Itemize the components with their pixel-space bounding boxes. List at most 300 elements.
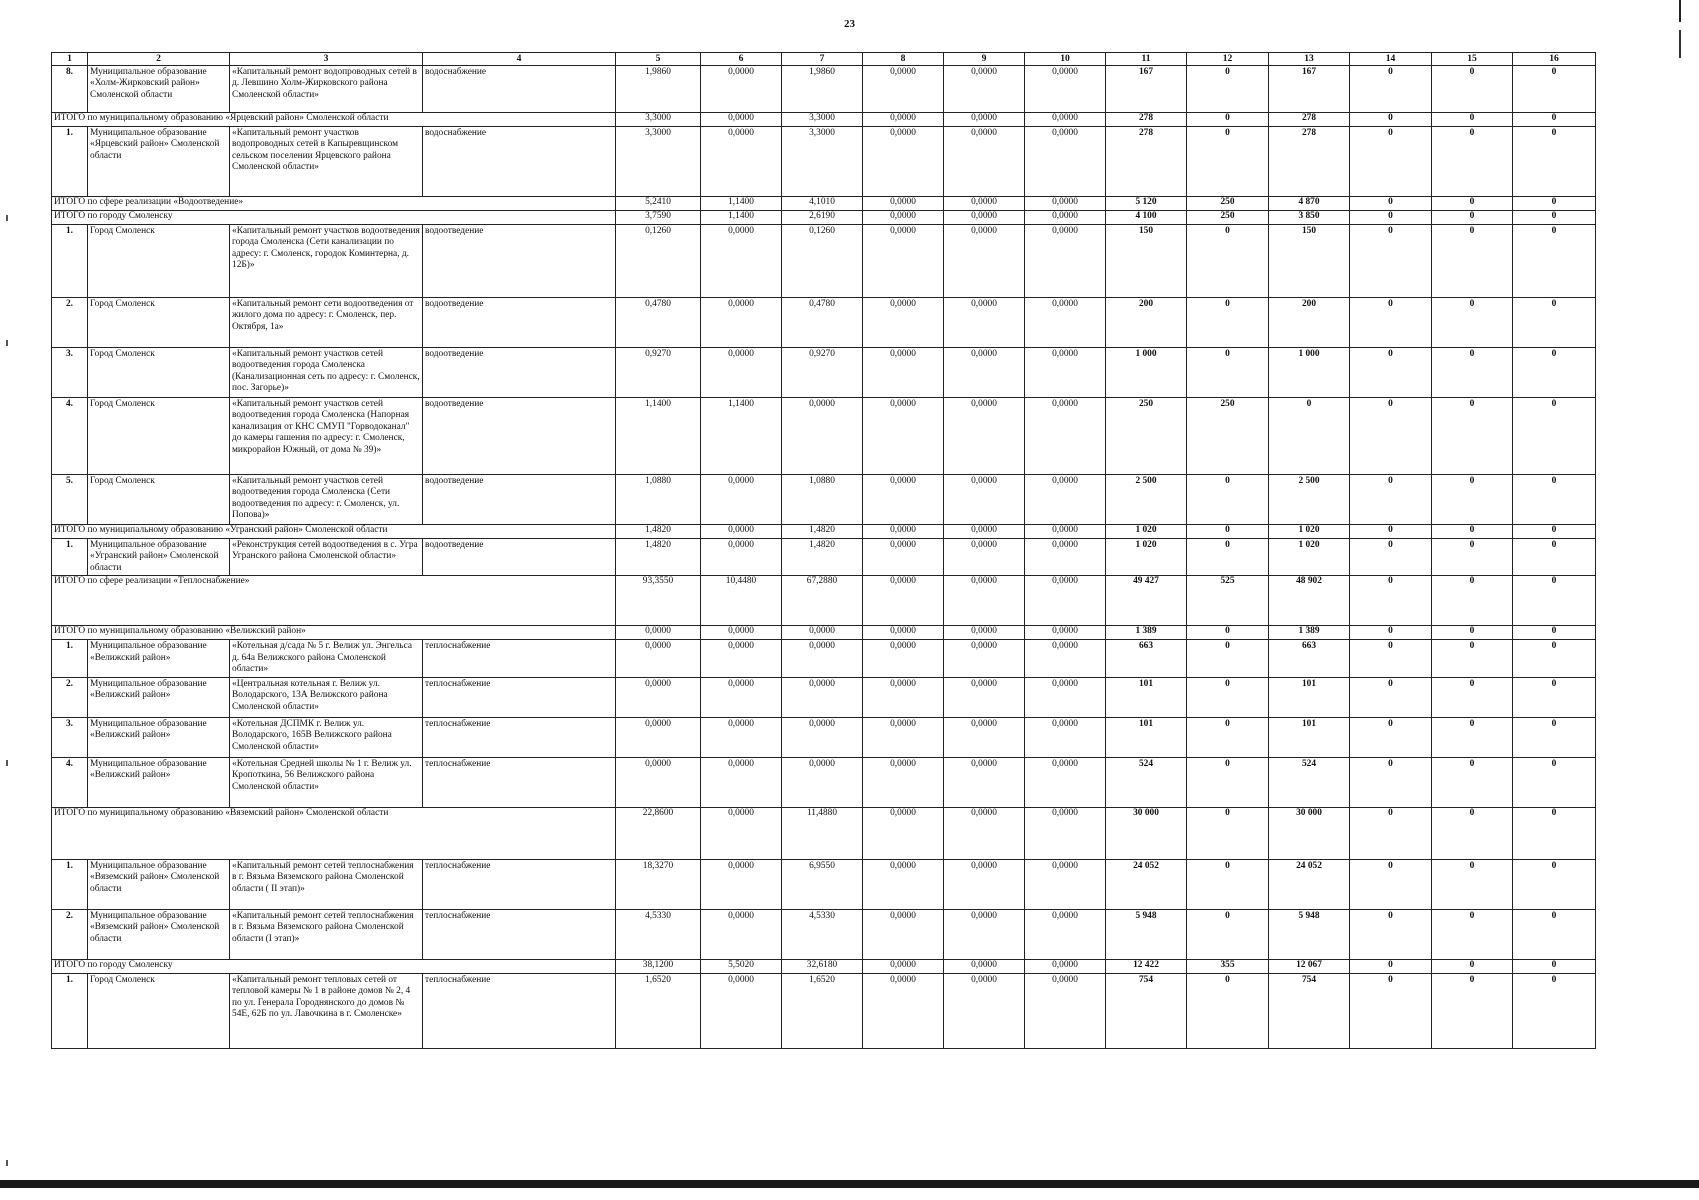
value-cell: 0,0000 — [863, 475, 944, 525]
value-cell: 0,0000 — [944, 640, 1025, 677]
value-cell: 0 — [1513, 539, 1596, 576]
value-cell: 0 — [1513, 66, 1596, 113]
value-cell: 0 — [1350, 717, 1432, 757]
value-cell: 0 — [1432, 807, 1513, 859]
value-cell: 0 — [1513, 348, 1596, 398]
value-cell: 3,3000 — [782, 127, 863, 197]
value-cell: 0 — [1187, 973, 1269, 1048]
table-row — [52, 225, 1596, 298]
value-cell: 0 — [1513, 859, 1596, 909]
row-number: 1. — [52, 539, 88, 576]
value-cell: 0 — [1513, 640, 1596, 677]
value-cell: 0 — [1513, 717, 1596, 757]
row-number: 8. — [52, 66, 88, 113]
value-cell: 0 — [1187, 640, 1269, 677]
value-cell: 0 — [1432, 66, 1513, 113]
object-cell: «Капитальный ремонт сетей теплоснабжения в г. Вязьма Вяземского района Смоленской области ( II этап)» — [230, 859, 423, 909]
category-cell: водоотведение — [423, 398, 616, 475]
value-cell: 0,0000 — [863, 398, 944, 475]
value-cell: 0 — [1350, 909, 1432, 959]
value-cell: 49 427 — [1106, 576, 1187, 626]
object-cell: «Котельная ДСПМК г. Велиж ул. Володарского, 165В Велижского района Смоленской области» — [230, 717, 423, 757]
value-cell: 30 000 — [1106, 807, 1187, 859]
municipality-cell: Город Смоленск — [88, 973, 230, 1048]
value-cell: 200 — [1269, 298, 1350, 348]
value-cell: 0 — [1432, 576, 1513, 626]
total-label: ИТОГО по городу Смоленску — [52, 959, 616, 973]
value-cell: 0 — [1350, 398, 1432, 475]
municipality-cell: Муниципальное образование «Вяземский район» Смоленской области — [88, 859, 230, 909]
value-cell: 278 — [1106, 113, 1187, 127]
value-cell: 4,5330 — [782, 909, 863, 959]
value-cell: 48 902 — [1269, 576, 1350, 626]
value-cell: 0,0000 — [701, 539, 782, 576]
value-cell: 5,2410 — [616, 197, 701, 211]
value-cell: 0,0000 — [863, 973, 944, 1048]
value-cell: 0,0000 — [1025, 539, 1106, 576]
value-cell: 0,0000 — [701, 298, 782, 348]
value-cell: 0,0000 — [616, 626, 701, 640]
value-cell: 0,0000 — [701, 973, 782, 1048]
value-cell: 200 — [1106, 298, 1187, 348]
value-cell: 0 — [1187, 859, 1269, 909]
value-cell: 0,0000 — [863, 859, 944, 909]
municipality-cell: Город Смоленск — [88, 398, 230, 475]
table-row — [52, 677, 1596, 717]
value-cell: 0,0000 — [1025, 757, 1106, 807]
value-cell: 0 — [1350, 66, 1432, 113]
scan-dot — [6, 215, 8, 221]
value-cell: 0,0000 — [863, 959, 944, 973]
value-cell: 0 — [1187, 525, 1269, 539]
value-cell: 1,1400 — [616, 398, 701, 475]
value-cell: 0 — [1513, 197, 1596, 211]
value-cell: 0 — [1513, 959, 1596, 973]
value-cell: 0,0000 — [1025, 717, 1106, 757]
value-cell: 5 948 — [1106, 909, 1187, 959]
row-number: 4. — [52, 398, 88, 475]
value-cell: 0 — [1432, 717, 1513, 757]
value-cell: 0,0000 — [863, 127, 944, 197]
value-cell: 0,0000 — [701, 66, 782, 113]
value-cell: 1,1400 — [701, 197, 782, 211]
value-cell: 278 — [1269, 127, 1350, 197]
value-cell: 0,0000 — [1025, 576, 1106, 626]
table-row — [52, 348, 1596, 398]
value-cell: 3,7590 — [616, 211, 701, 225]
page-number: 23 — [844, 18, 855, 30]
total-row — [52, 211, 1596, 225]
table-row — [52, 640, 1596, 677]
value-cell: 0 — [1350, 640, 1432, 677]
value-cell: 0,0000 — [782, 677, 863, 717]
value-cell: 0,0000 — [863, 525, 944, 539]
value-cell: 1 000 — [1269, 348, 1350, 398]
value-cell: 0 — [1187, 807, 1269, 859]
value-cell: 4,5330 — [616, 909, 701, 959]
object-cell: «Капитальный ремонт водопроводных сетей в д. Левшино Холм-Жирковского района Смоленской области» — [230, 66, 423, 113]
row-number: 1. — [52, 859, 88, 909]
value-cell: 250 — [1187, 197, 1269, 211]
value-cell: 1,9860 — [782, 66, 863, 113]
value-cell: 0 — [1187, 348, 1269, 398]
value-cell: 0,0000 — [616, 640, 701, 677]
value-cell: 663 — [1269, 640, 1350, 677]
value-cell: 0 — [1350, 807, 1432, 859]
value-cell: 0,0000 — [1025, 677, 1106, 717]
column-number: 15 — [1432, 53, 1513, 66]
total-label: ИТОГО по сфере реализации «Теплоснабжение» — [52, 576, 616, 626]
value-cell: 0 — [1432, 640, 1513, 677]
value-cell: 22,8600 — [616, 807, 701, 859]
value-cell: 0,0000 — [944, 113, 1025, 127]
value-cell: 0,0000 — [944, 909, 1025, 959]
value-cell: 4,1010 — [782, 197, 863, 211]
value-cell: 4 100 — [1106, 211, 1187, 225]
value-cell: 0 — [1432, 525, 1513, 539]
object-cell: «Капитальный ремонт сетей теплоснабжения в г. Вязьма Вяземского района Смоленской области (I этап)» — [230, 909, 423, 959]
value-cell: 0,0000 — [944, 66, 1025, 113]
value-cell: 0,0000 — [944, 211, 1025, 225]
object-cell: «Реконструкция сетей водоотведения в с. Угра Угранского района Смоленской области» — [230, 539, 423, 576]
value-cell: 0 — [1187, 127, 1269, 197]
value-cell: 0,0000 — [944, 127, 1025, 197]
value-cell: 0,0000 — [701, 348, 782, 398]
table-row — [52, 127, 1596, 197]
total-row — [52, 626, 1596, 640]
value-cell: 0,0000 — [1025, 211, 1106, 225]
value-cell: 0,0000 — [1025, 475, 1106, 525]
value-cell: 0,0000 — [1025, 298, 1106, 348]
value-cell: 0,0000 — [944, 807, 1025, 859]
value-cell: 0 — [1187, 225, 1269, 298]
value-cell: 0,0000 — [944, 717, 1025, 757]
value-cell: 1 020 — [1269, 539, 1350, 576]
value-cell: 2 500 — [1269, 475, 1350, 525]
value-cell: 0 — [1350, 298, 1432, 348]
value-cell: 0 — [1432, 211, 1513, 225]
value-cell: 0,0000 — [616, 717, 701, 757]
column-number-row — [52, 53, 1596, 66]
category-cell: теплоснабжение — [423, 859, 616, 909]
row-number: 2. — [52, 298, 88, 348]
column-number: 6 — [701, 53, 782, 66]
value-cell: 0,0000 — [1025, 113, 1106, 127]
value-cell: 0,0000 — [863, 677, 944, 717]
object-cell: «Котельная Средней школы № 1 г. Велиж ул. Кропоткина, 56 Велижского района Смоленской области» — [230, 757, 423, 807]
value-cell: 0 — [1432, 197, 1513, 211]
investment-program-table — [51, 52, 1596, 1049]
value-cell: 0 — [1513, 211, 1596, 225]
value-cell: 1,4820 — [782, 539, 863, 576]
column-number: 10 — [1025, 53, 1106, 66]
value-cell: 0 — [1432, 225, 1513, 298]
value-cell: 0,1260 — [616, 225, 701, 298]
value-cell: 1,4820 — [616, 539, 701, 576]
value-cell: 0,0000 — [701, 475, 782, 525]
column-number: 8 — [863, 53, 944, 66]
value-cell: 0,1260 — [782, 225, 863, 298]
value-cell: 150 — [1106, 225, 1187, 298]
value-cell: 0 — [1432, 348, 1513, 398]
total-row — [52, 807, 1596, 859]
value-cell: 0,0000 — [1025, 66, 1106, 113]
value-cell: 0 — [1350, 959, 1432, 973]
value-cell: 0,0000 — [616, 757, 701, 807]
value-cell: 0,0000 — [701, 127, 782, 197]
value-cell: 1 020 — [1269, 525, 1350, 539]
table-row — [52, 909, 1596, 959]
category-cell: водоснабжение — [423, 66, 616, 113]
value-cell: 0,0000 — [944, 757, 1025, 807]
value-cell: 0 — [1432, 626, 1513, 640]
category-cell: водоотведение — [423, 298, 616, 348]
value-cell: 0 — [1432, 539, 1513, 576]
value-cell: 0,0000 — [944, 973, 1025, 1048]
municipality-cell: Город Смоленск — [88, 475, 230, 525]
value-cell: 5,5020 — [701, 959, 782, 973]
object-cell: «Котельная д/сада № 5 г. Велиж ул. Энгельса д. 64а Велижского района Смоленской области» — [230, 640, 423, 677]
object-cell: «Капитальный ремонт сети водоотведения от жилого дома по адресу: г. Смоленск, пер. Октября, 1а» — [230, 298, 423, 348]
value-cell: 0 — [1350, 475, 1432, 525]
value-cell: 1 389 — [1269, 626, 1350, 640]
value-cell: 12 422 — [1106, 959, 1187, 973]
scan-edge-mark — [1679, 0, 1681, 22]
value-cell: 0 — [1187, 475, 1269, 525]
category-cell: водоснабжение — [423, 127, 616, 197]
object-cell: «Капитальный ремонт участков водопроводных сетей в Капыревщинском сельском поселении Ярцевского района Смоленской области» — [230, 127, 423, 197]
value-cell: 0,0000 — [782, 626, 863, 640]
value-cell: 0 — [1513, 525, 1596, 539]
value-cell: 524 — [1269, 757, 1350, 807]
category-cell: теплоснабжение — [423, 909, 616, 959]
value-cell: 0 — [1432, 677, 1513, 717]
total-row — [52, 576, 1596, 626]
column-number: 3 — [230, 53, 423, 66]
value-cell: 0,0000 — [1025, 973, 1106, 1048]
value-cell: 3 850 — [1269, 211, 1350, 225]
value-cell: 0,0000 — [944, 348, 1025, 398]
value-cell: 355 — [1187, 959, 1269, 973]
value-cell: 0,0000 — [944, 677, 1025, 717]
value-cell: 0,0000 — [944, 398, 1025, 475]
total-label: ИТОГО по муниципальному образованию «Ярцевский район» Смоленской области — [52, 113, 616, 127]
value-cell: 0 — [1513, 475, 1596, 525]
value-cell: 0,0000 — [944, 539, 1025, 576]
row-number: 5. — [52, 475, 88, 525]
value-cell: 0,0000 — [701, 717, 782, 757]
value-cell: 0,0000 — [863, 211, 944, 225]
value-cell: 0,0000 — [1025, 859, 1106, 909]
value-cell: 0 — [1513, 576, 1596, 626]
value-cell: 0 — [1432, 113, 1513, 127]
column-number: 13 — [1269, 53, 1350, 66]
value-cell: 1 389 — [1106, 626, 1187, 640]
value-cell: 278 — [1269, 113, 1350, 127]
municipality-cell: Муниципальное образование «Велижский район» — [88, 757, 230, 807]
value-cell: 524 — [1106, 757, 1187, 807]
value-cell: 3,3000 — [782, 113, 863, 127]
column-number: 4 — [423, 53, 616, 66]
value-cell: 0,0000 — [863, 66, 944, 113]
value-cell: 3,3000 — [616, 127, 701, 197]
value-cell: 0,9270 — [616, 348, 701, 398]
value-cell: 278 — [1106, 127, 1187, 197]
value-cell: 67,2880 — [782, 576, 863, 626]
value-cell: 0 — [1187, 909, 1269, 959]
value-cell: 93,3550 — [616, 576, 701, 626]
scan-dot — [6, 760, 8, 766]
column-number: 14 — [1350, 53, 1432, 66]
value-cell: 0,0000 — [863, 626, 944, 640]
value-cell: 0,0000 — [1025, 626, 1106, 640]
value-cell: 754 — [1106, 973, 1187, 1048]
value-cell: 1 020 — [1106, 525, 1187, 539]
category-cell: водоотведение — [423, 225, 616, 298]
value-cell: 167 — [1106, 66, 1187, 113]
value-cell: 0,4780 — [782, 298, 863, 348]
total-label: ИТОГО по муниципальному образованию «Угранский район» Смоленской области — [52, 525, 616, 539]
value-cell: 0 — [1432, 973, 1513, 1048]
value-cell: 2 500 — [1106, 475, 1187, 525]
value-cell: 0 — [1350, 348, 1432, 398]
value-cell: 0 — [1513, 626, 1596, 640]
value-cell: 0 — [1432, 298, 1513, 348]
scan-edge-mark — [1679, 30, 1681, 58]
value-cell: 0 — [1350, 576, 1432, 626]
value-cell: 30 000 — [1269, 807, 1350, 859]
value-cell: 0,0000 — [944, 475, 1025, 525]
value-cell: 0 — [1432, 959, 1513, 973]
value-cell: 12 067 — [1269, 959, 1350, 973]
category-cell: водоотведение — [423, 475, 616, 525]
value-cell: 0 — [1187, 677, 1269, 717]
value-cell: 0,0000 — [701, 626, 782, 640]
value-cell: 0,0000 — [1025, 807, 1106, 859]
value-cell: 0,0000 — [863, 640, 944, 677]
value-cell: 10,4480 — [701, 576, 782, 626]
value-cell: 1,6520 — [782, 973, 863, 1048]
value-cell: 0,0000 — [701, 677, 782, 717]
municipality-cell: Муниципальное образование «Велижский район» — [88, 677, 230, 717]
value-cell: 3,3000 — [616, 113, 701, 127]
column-number: 5 — [616, 53, 701, 66]
value-cell: 0 — [1350, 113, 1432, 127]
column-number: 9 — [944, 53, 1025, 66]
category-cell: теплоснабжение — [423, 677, 616, 717]
value-cell: 754 — [1269, 973, 1350, 1048]
value-cell: 0,0000 — [863, 225, 944, 298]
column-number: 16 — [1513, 53, 1596, 66]
value-cell: 18,3270 — [616, 859, 701, 909]
category-cell: водоотведение — [423, 348, 616, 398]
column-number: 12 — [1187, 53, 1269, 66]
value-cell: 0 — [1187, 539, 1269, 576]
value-cell: 0,0000 — [944, 959, 1025, 973]
value-cell: 0 — [1513, 973, 1596, 1048]
value-cell: 0,0000 — [1025, 225, 1106, 298]
value-cell: 1,4820 — [616, 525, 701, 539]
value-cell: 0 — [1513, 807, 1596, 859]
row-number: 1. — [52, 973, 88, 1048]
value-cell: 0 — [1269, 398, 1350, 475]
value-cell: 0 — [1187, 626, 1269, 640]
value-cell: 525 — [1187, 576, 1269, 626]
object-cell: «Капитальный ремонт участков сетей водоотведения города Смоленска (Напорная канализация от КНС СМУП "Горводоканал" до камеры гашения по адресу: г. Смоленск, микрорайон Южный, от дома № 39)» — [230, 398, 423, 475]
total-label: ИТОГО по сфере реализации «Водоотведение» — [52, 197, 616, 211]
value-cell: 0,0000 — [1025, 197, 1106, 211]
value-cell: 1 020 — [1106, 539, 1187, 576]
total-label: ИТОГО по муниципальному образованию «Вяземский район» Смоленской области — [52, 807, 616, 859]
value-cell: 0 — [1350, 757, 1432, 807]
value-cell: 0,0000 — [701, 859, 782, 909]
value-cell: 0 — [1432, 757, 1513, 807]
value-cell: 0 — [1513, 909, 1596, 959]
value-cell: 0,0000 — [863, 113, 944, 127]
value-cell: 0,0000 — [863, 717, 944, 757]
municipality-cell: Муниципальное образование «Угранский район» Смоленской области — [88, 539, 230, 576]
row-number: 1. — [52, 225, 88, 298]
value-cell: 250 — [1106, 398, 1187, 475]
table-row — [52, 717, 1596, 757]
value-cell: 0,0000 — [863, 807, 944, 859]
value-cell: 0,0000 — [1025, 348, 1106, 398]
value-cell: 1,0880 — [616, 475, 701, 525]
value-cell: 101 — [1269, 677, 1350, 717]
value-cell: 0 — [1350, 225, 1432, 298]
value-cell: 0 — [1432, 909, 1513, 959]
table-row — [52, 298, 1596, 348]
value-cell: 101 — [1106, 717, 1187, 757]
value-cell: 4 870 — [1269, 197, 1350, 211]
value-cell: 0 — [1432, 475, 1513, 525]
object-cell: «Капитальный ремонт участков сетей водоотведения города Смоленска (Сети водоотведения по адресу: г. Смоленск, ул. Попова)» — [230, 475, 423, 525]
value-cell: 0,0000 — [782, 717, 863, 757]
value-cell: 0,0000 — [863, 757, 944, 807]
value-cell: 0,0000 — [1025, 127, 1106, 197]
value-cell: 250 — [1187, 211, 1269, 225]
object-cell: «Капитальный ремонт участков водоотведения города Смоленска (Сети канализации по адресу: г. Смоленск, городок Коминтерна, д. 12Б)» — [230, 225, 423, 298]
value-cell: 0 — [1350, 626, 1432, 640]
value-cell: 38,1200 — [616, 959, 701, 973]
value-cell: 0,4780 — [616, 298, 701, 348]
value-cell: 0 — [1187, 298, 1269, 348]
value-cell: 1,1400 — [701, 211, 782, 225]
value-cell: 0,0000 — [701, 757, 782, 807]
value-cell: 0 — [1187, 717, 1269, 757]
value-cell: 0 — [1513, 127, 1596, 197]
municipality-cell: Город Смоленск — [88, 348, 230, 398]
value-cell: 0 — [1513, 398, 1596, 475]
total-row — [52, 113, 1596, 127]
total-label: ИТОГО по городу Смоленску — [52, 211, 616, 225]
scan-bottom-edge — [0, 1180, 1699, 1188]
value-cell: 0,0000 — [701, 113, 782, 127]
table-row — [52, 859, 1596, 909]
value-cell: 0,0000 — [782, 640, 863, 677]
value-cell: 167 — [1269, 66, 1350, 113]
row-number: 3. — [52, 717, 88, 757]
total-row — [52, 959, 1596, 973]
value-cell: 0,0000 — [701, 807, 782, 859]
value-cell: 101 — [1106, 677, 1187, 717]
value-cell: 0 — [1350, 211, 1432, 225]
value-cell: 1,0880 — [782, 475, 863, 525]
value-cell: 0 — [1432, 398, 1513, 475]
table-row — [52, 66, 1596, 113]
column-number: 2 — [88, 53, 230, 66]
value-cell: 0,0000 — [944, 626, 1025, 640]
